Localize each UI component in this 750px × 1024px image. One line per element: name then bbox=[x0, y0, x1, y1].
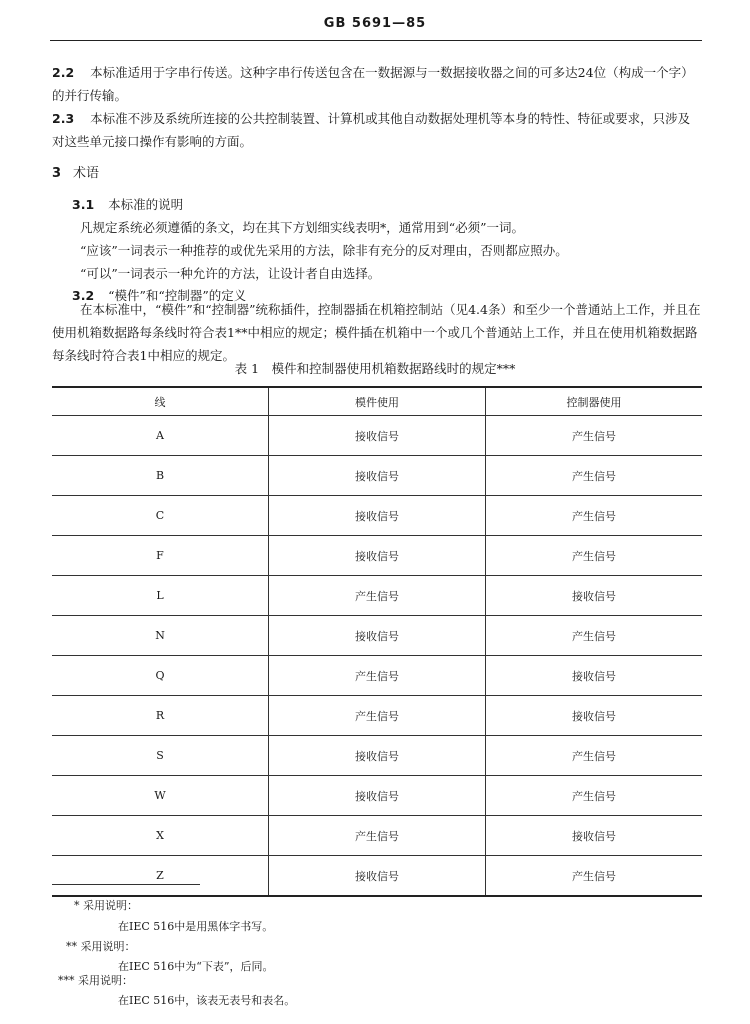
cell-line: L bbox=[52, 576, 269, 616]
cell-line: Z bbox=[52, 856, 269, 897]
table-header-row bbox=[52, 387, 702, 416]
cell-module: 接收信号 bbox=[269, 456, 486, 496]
cell-controller: 产生信号 bbox=[486, 856, 703, 897]
cell-controller: 产生信号 bbox=[486, 736, 703, 776]
cell-line: C bbox=[52, 496, 269, 536]
footnote-mark: ** bbox=[66, 940, 77, 953]
signal-table bbox=[52, 386, 702, 897]
clause-text: 本标准适用于字串行传送。这种字串行传送包含在一数据源与一数据接收器之间的可多达24位（构成一个字）的并行传输。 bbox=[52, 65, 694, 103]
section-title: 术语 bbox=[73, 166, 100, 181]
table-row bbox=[52, 416, 702, 456]
cell-line: F bbox=[52, 536, 269, 576]
table-row bbox=[52, 536, 702, 576]
page-header: GB 5691—85 bbox=[323, 16, 427, 31]
cell-module: 产生信号 bbox=[269, 816, 486, 856]
cell-line: B bbox=[52, 456, 269, 496]
cell-module: 产生信号 bbox=[269, 576, 486, 616]
cell-controller: 产生信号 bbox=[486, 456, 703, 496]
clause-3-1-heading bbox=[72, 195, 183, 213]
cell-line: S bbox=[52, 736, 269, 776]
section-number: 3 bbox=[52, 166, 62, 181]
footnote-mark: *** bbox=[58, 974, 75, 987]
footnote-mark: * bbox=[74, 899, 80, 912]
table-row bbox=[52, 856, 702, 897]
clause-title: 本标准的说明 bbox=[108, 197, 184, 212]
footnote-label: 采用说明： bbox=[80, 940, 136, 953]
clause-number: 3.1 bbox=[72, 197, 95, 212]
cell-module: 接收信号 bbox=[269, 856, 486, 897]
table-row bbox=[52, 696, 702, 736]
cell-line: R bbox=[52, 696, 269, 736]
table-row bbox=[52, 496, 702, 536]
cell-module: 接收信号 bbox=[269, 496, 486, 536]
clause-3-1-line-2: “应该”一词表示一种推荐的或优先采用的方法，除非有充分的反对理由，否则都应照办。 bbox=[80, 243, 568, 258]
table-row bbox=[52, 616, 702, 656]
table-row bbox=[52, 736, 702, 776]
cell-module: 接收信号 bbox=[269, 776, 486, 816]
header-divider bbox=[50, 40, 702, 41]
clause-number: 2.2 bbox=[52, 65, 75, 80]
clause-3-1-line-1: 凡规定系统必须遵循的条文，均在其下方划细实线表明*，通常用到“必须”一词。 bbox=[80, 220, 525, 235]
table-row bbox=[52, 816, 702, 856]
footnote-2-heading bbox=[66, 938, 136, 954]
cell-controller: 接收信号 bbox=[486, 656, 703, 696]
footnote-label: 采用说明： bbox=[83, 899, 138, 912]
footnote-divider bbox=[52, 884, 200, 885]
table-row bbox=[52, 456, 702, 496]
clause-3-1-line-3: “可以”一词表示一种允许的方法，让设计者自由选择。 bbox=[80, 266, 381, 281]
clause-number: 3.2 bbox=[72, 288, 95, 303]
cell-controller: 产生信号 bbox=[486, 416, 703, 456]
cell-module: 接收信号 bbox=[269, 616, 486, 656]
cell-controller: 产生信号 bbox=[486, 496, 703, 536]
table-row bbox=[52, 576, 702, 616]
clause-text: 本标准不涉及系统所连接的公共控制装置、计算机或其他自动数据处理机等本身的特性、特征或要求，只涉及对这些单元接口操作有影响的方面。 bbox=[52, 111, 691, 149]
cell-line: W bbox=[52, 776, 269, 816]
table-row bbox=[52, 776, 702, 816]
clause-2-2 bbox=[52, 61, 702, 107]
cell-module: 接收信号 bbox=[269, 736, 486, 776]
cell-controller: 接收信号 bbox=[486, 696, 703, 736]
column-header-line: 线 bbox=[52, 387, 269, 416]
clause-number: 2.3 bbox=[52, 111, 75, 126]
cell-line: Q bbox=[52, 656, 269, 696]
cell-line: N bbox=[52, 616, 269, 656]
column-header-controller: 控制器使用 bbox=[486, 387, 703, 416]
cell-controller: 产生信号 bbox=[486, 616, 703, 656]
cell-module: 接收信号 bbox=[269, 416, 486, 456]
cell-controller: 接收信号 bbox=[486, 576, 703, 616]
table-caption: 表 1 模件和控制器使用机箱数据路线时的规定*** bbox=[234, 361, 516, 376]
footnote-3-heading bbox=[58, 972, 133, 988]
clause-3-2-text: 在本标准中，“模件”和“控制器”统称插件，控制器插在机箱控制站（见4.4条）和至少一个普通站上工作，并且在使用机箱数据路每条线时符合表1**中相应的规定；模件插在机箱中一个或几个普通站上工作，并且在使用机箱数据路每条线时符合表1中相应的规定。 bbox=[52, 302, 701, 363]
footnote-label: 采用说明： bbox=[78, 974, 133, 987]
clause-2-3 bbox=[52, 107, 702, 153]
footnote-3-text: 在IEC 516中，该表无表号和表名。 bbox=[118, 994, 296, 1007]
section-3-heading bbox=[52, 162, 99, 181]
cell-controller: 产生信号 bbox=[486, 536, 703, 576]
cell-module: 接收信号 bbox=[269, 536, 486, 576]
cell-module: 产生信号 bbox=[269, 656, 486, 696]
footnote-2-text: 在IEC 516中为“下表”，后同。 bbox=[118, 960, 274, 973]
cell-controller: 接收信号 bbox=[486, 816, 703, 856]
cell-module: 产生信号 bbox=[269, 696, 486, 736]
footnote-1-text: 在IEC 516中是用黑体字书写。 bbox=[118, 920, 274, 933]
cell-line: A bbox=[52, 416, 269, 456]
cell-line: X bbox=[52, 816, 269, 856]
clause-title: “模件”和“控制器”的定义 bbox=[108, 288, 247, 303]
column-header-module: 模件使用 bbox=[269, 387, 486, 416]
table-row bbox=[52, 656, 702, 696]
cell-controller: 产生信号 bbox=[486, 776, 703, 816]
footnote-1-heading bbox=[74, 897, 138, 913]
